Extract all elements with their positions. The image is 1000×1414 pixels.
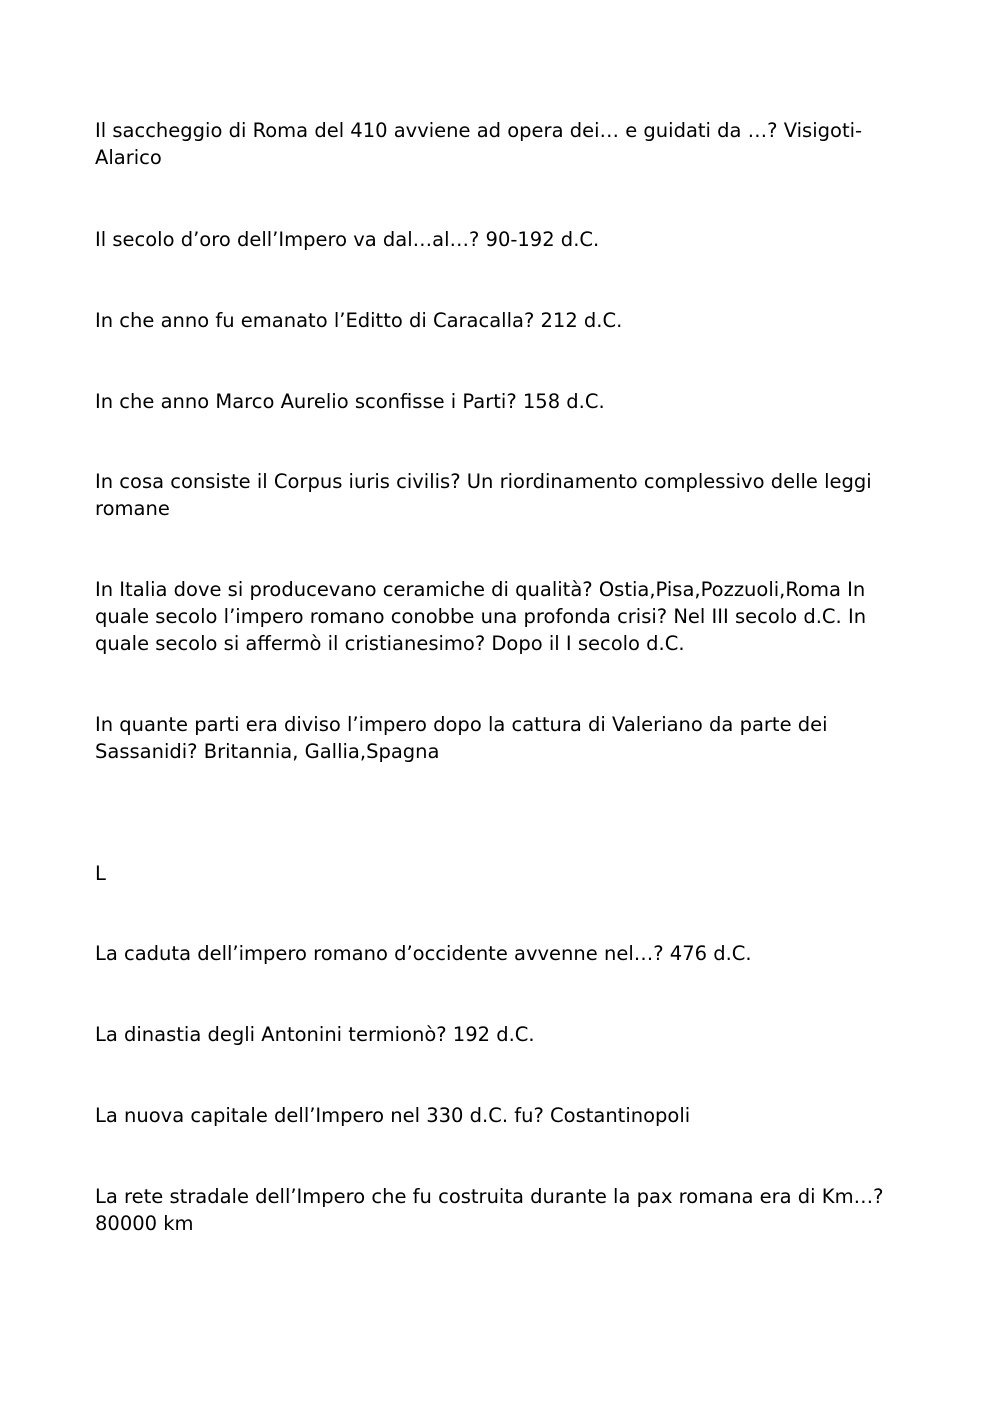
quiz-paragraph-editto-caracalla: In che anno fu emanato l’Editto di Caracalla? 212 d.C. [95,309,623,332]
quiz-paragraph-sacco-di-roma: Il saccheggio di Roma del 410 avviene ad opera dei… e guidati da …? Visigoti-Alarico [95,119,863,169]
quiz-paragraph-ceramiche-crisi-cristianesimo: In Italia dove si producevano ceramiche di qualità? Ostia,Pisa,Pozzuoli,Roma In quale secolo l’impero romano conobbe una profonda crisi? Nel III secolo d.C. In quale secolo si affermò il cristianesimo? Dopo il I secolo d.C. [95,578,867,655]
quiz-paragraph-marco-aurelio: In che anno Marco Aurelio sconfisse i Parti? 158 d.C. [95,390,605,413]
quiz-paragraph-corpus-iuris: In cosa consiste il Corpus iuris civilis? Un riordinamento complessivo delle leggi romane [95,470,872,520]
quiz-paragraph-rete-stradale: La rete stradale dell’Impero che fu costruita durante la pax romana era di Km…? 80000 km [95,1185,884,1235]
section-letter-heading: L [95,862,106,885]
quiz-paragraph-caduta-impero: La caduta dell’impero romano d’occidente avvenne nel…? 476 d.C. [95,942,752,965]
quiz-paragraph-secolo-oro: Il secolo d’oro dell’Impero va dal…al…? 90-192 d.C. [95,228,600,251]
quiz-paragraph-nuova-capitale: La nuova capitale dell’Impero nel 330 d.C. fu? Costantinopoli [95,1104,691,1127]
quiz-paragraph-antonini: La dinastia degli Antonini termionò? 192 d.C. [95,1023,535,1046]
quiz-paragraph-valeriano: In quante parti era diviso l’impero dopo la cattura di Valeriano da parte dei Sassanidi? Britannia, Gallia,Spagna [95,713,828,763]
